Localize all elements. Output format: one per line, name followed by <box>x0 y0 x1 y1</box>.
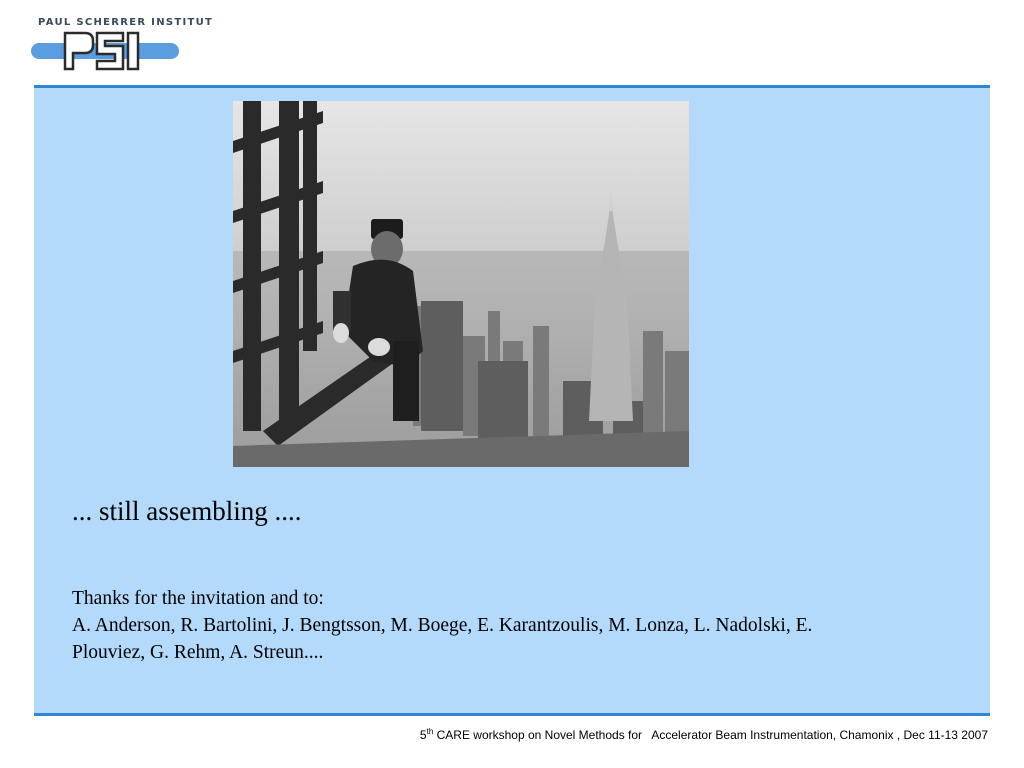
thanks-line: Plouviez, G. Rehm, A. Streun.... <box>72 642 324 663</box>
footer <box>420 728 988 742</box>
institute-name: PAUL SCHERRER INSTITUT <box>38 17 214 28</box>
thanks-line: A. Anderson, R. Bartolini, J. Bengtsson, M. Boege, E. Karantzoulis, M. Lonza, L. Nadolski, E. <box>72 615 813 636</box>
psi-logo-icon <box>31 29 181 73</box>
logo-mark: PSI <box>31 29 33 30</box>
thanks-line: Thanks for the invitation and to: <box>72 588 324 609</box>
acknowledgements <box>72 585 972 666</box>
footer-text: CARE workshop on Novel Methods for Accelerator Beam Instrumentation, Chamonix , Dec 11-13 2007 <box>433 728 988 742</box>
steelworker-photo-icon <box>233 101 689 467</box>
psi-logo <box>31 15 214 73</box>
slide-subtitle: ... still assembling .... <box>72 496 302 526</box>
edition-number: 5 <box>419 728 427 742</box>
content-panel <box>34 85 990 716</box>
edition-suffix: th <box>426 727 434 736</box>
